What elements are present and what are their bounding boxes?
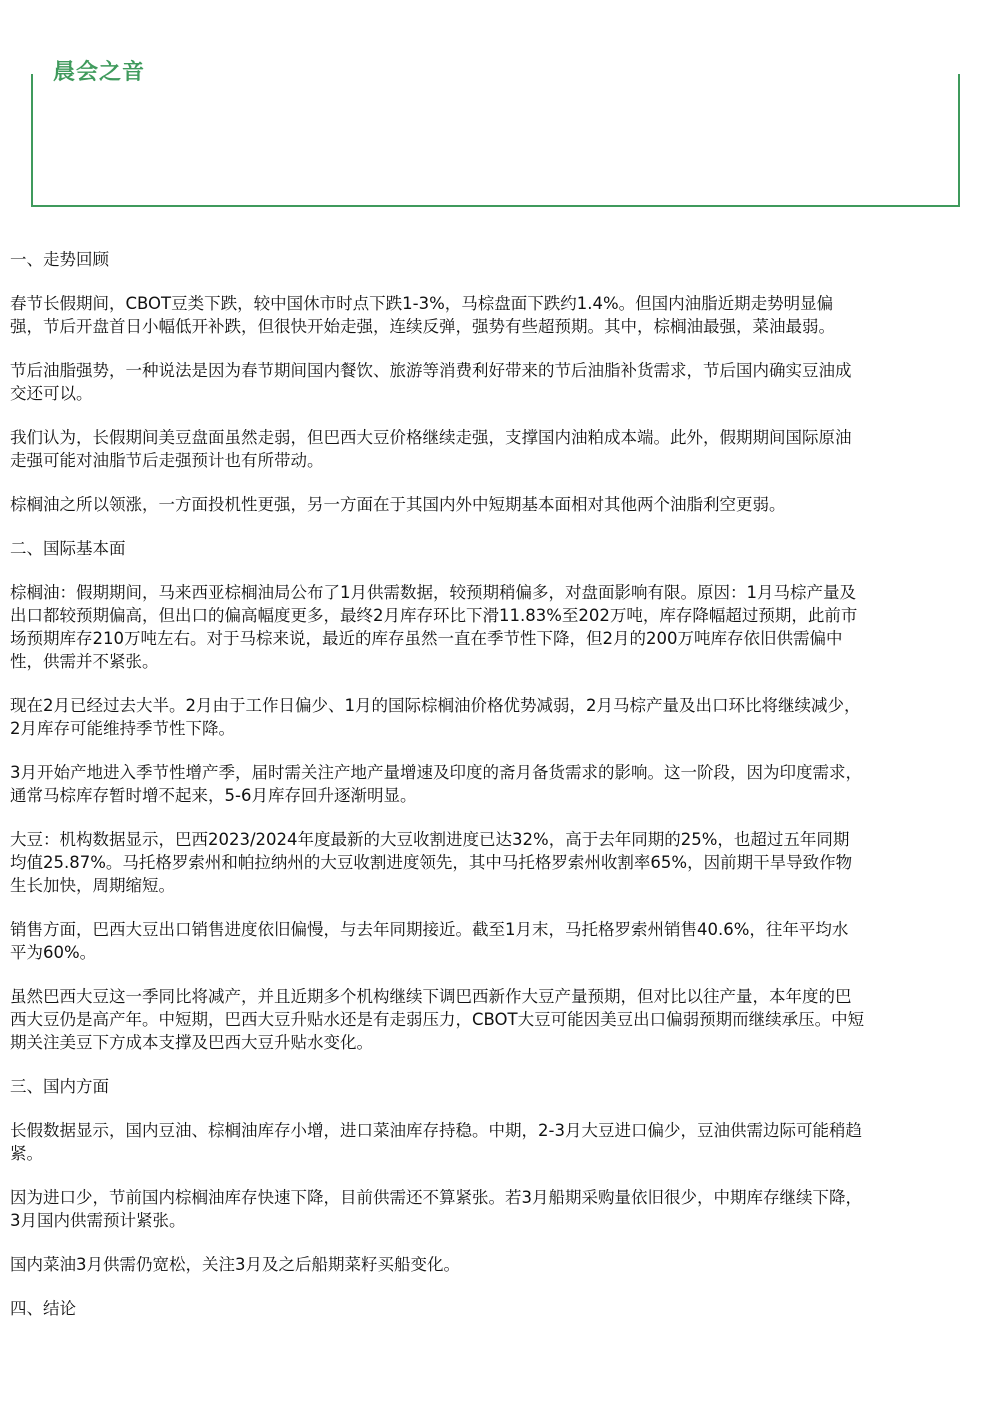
paragraph: 棕榈油：假期期间，马来西亚棕榈油局公布了1月供需数据，较预期稍偏多，对盘面影响有限。原因：1月马棕产量及 出口都较预期偏高，但出口的偏高幅度更多，最终2月库存环比下滑11.83%至202万吨，库存降幅超过预期，此前市 场预期库存210万吨左右。对于马棕来说，最近的库存虽然一直在季节性下降，但2月的200万吨库存依旧供需偏中 性，供需并不紧张。 [10, 583, 858, 671]
paragraph: 长假数据显示，国内豆油、棕榈油库存小增，进口菜油库存持稳。中期，2-3月大豆进口偏少，豆油供需边际可能稍趋 紧。 [10, 1121, 862, 1163]
paragraph: 棕榈油之所以领涨，一方面投机性更强，另一方面在于其国内外中短期基本面相对其他两个油脂利空更弱。 [10, 495, 786, 514]
section-heading: 三、国内方面 [10, 1077, 109, 1096]
page-title: 晨会之音 [53, 60, 146, 85]
section-heading: 二、国际基本面 [10, 539, 126, 558]
header-frame [31, 74, 960, 207]
paragraph: 现在2月已经过去大半。2月由于工作日偏少、1月的国际棕榈油价格优势减弱，2月马棕产量及出口环比将继续减少， 2月库存可能维持季节性下降。 [10, 696, 861, 738]
paragraph: 春节长假期间，CBOT豆类下跌，较中国休市时点下跌1-3%，马棕盘面下跌约1.4%。但国内油脂近期走势明显偏 强，节后开盘首日小幅低开补跌，但很快开始走强，连续反弹，强势有些超预期。其中，棕榈油最强，菜油最弱。 [10, 294, 835, 336]
paragraph: 销售方面，巴西大豆出口销售进度依旧偏慢，与去年同期接近。截至1月末，马托格罗索州销售40.6%，往年平均水 平为60%。 [10, 920, 849, 962]
paragraph: 因为进口少，节前国内棕榈油库存快速下降，目前供需还不算紧张。若3月船期采购量依旧很少，中期库存继续下降， 3月国内供需预计紧张。 [10, 1188, 862, 1230]
paragraph: 国内菜油3月供需仍宽松，关注3月及之后船期菜籽买船变化。 [10, 1255, 460, 1274]
paragraph: 大豆：机构数据显示，巴西2023/2024年度最新的大豆收割进度已达32%，高于去年同期的25%，也超过五年同期 均值25.87%。马托格罗索州和帕拉纳州的大豆收割进度领先，其中马托格罗索州收割率65%，因前期干旱导致作物 生长加快，周期缩短。 [10, 830, 853, 895]
paragraph: 虽然巴西大豆这一季同比将减产，并且近期多个机构继续下调巴西新作大豆产量预期，但对比以往产量，本年度的巴 西大豆仍是高产年。中短期，巴西大豆升贴水还是有走弱压力，CBOT大豆可能因美豆出口偏弱预期而继续承压。中短 期关注美豆下方成本支撑及巴西大豆升贴水变化。 [10, 987, 865, 1052]
paragraph: 3月开始产地进入季节性增产季，届时需关注产地产量增速及印度的斋月备货需求的影响。这一阶段，因为印度需求， 通常马棕库存暂时增不起来，5-6月库存回升逐渐明显。 [10, 763, 862, 805]
article-body [10, 248, 982, 1320]
section-heading: 四、结论 [10, 1299, 76, 1318]
section-heading: 一、走势回顾 [10, 250, 109, 269]
paragraph: 节后油脂强势，一种说法是因为春节期间国内餐饮、旅游等消费利好带来的节后油脂补货需求，节后国内确实豆油成 交还可以。 [10, 361, 852, 403]
paragraph: 我们认为，长假期间美豆盘面虽然走弱，但巴西大豆价格继续走强，支撑国内油粕成本端。此外，假期期间国际原油 走强可能对油脂节后走强预计也有所带动。 [10, 428, 852, 470]
